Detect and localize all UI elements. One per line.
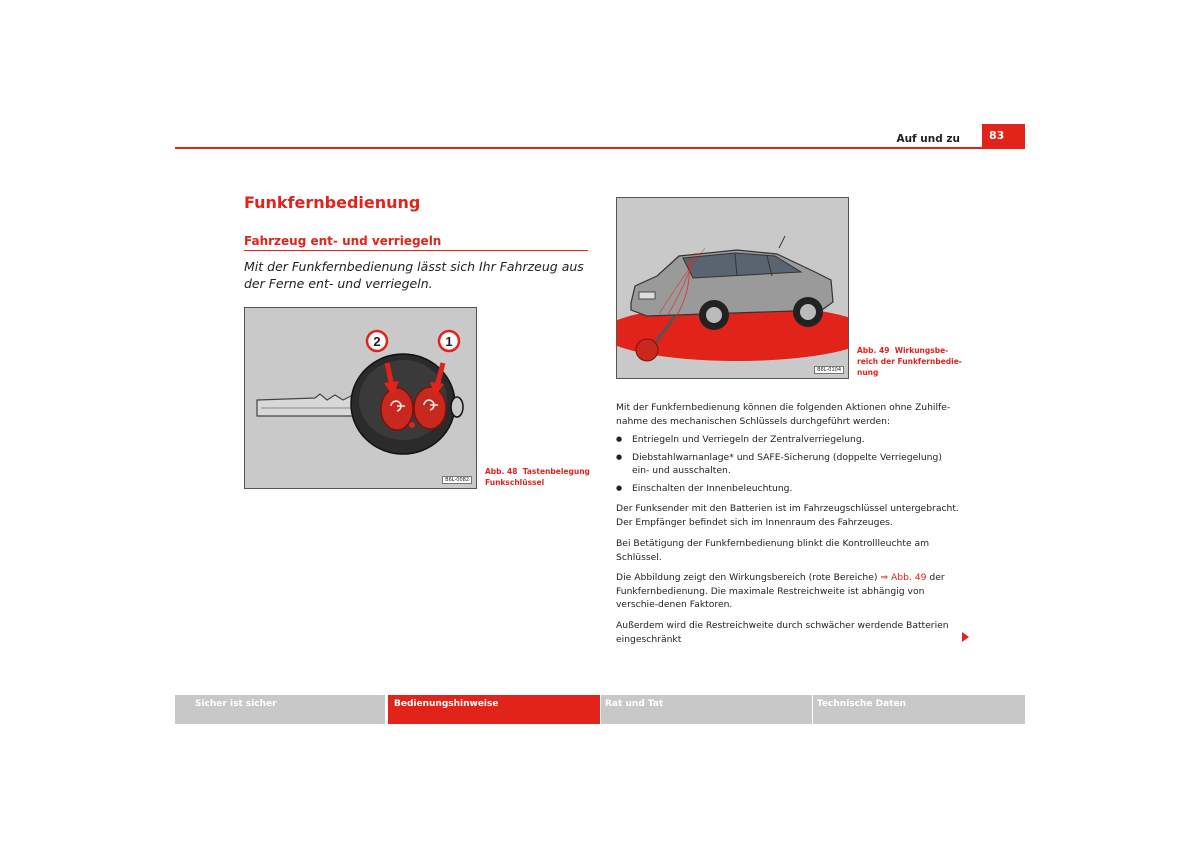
callout-1: 1 <box>445 334 453 349</box>
subtitle-rule <box>244 250 588 251</box>
triangle-right-icon[interactable] <box>962 632 969 642</box>
figure-48-caption <box>485 466 595 488</box>
caption-number: Abb. 48 <box>485 467 518 476</box>
section-title: Auf und zu <box>896 133 960 145</box>
action-list <box>616 433 961 499</box>
caption-text: Wirkungsbe-reich der Funkfernbedie-nung <box>857 346 962 377</box>
tab-bedienungshinweise[interactable]: Bedienungshinweise <box>388 695 600 724</box>
figure-code: B6L-0104 <box>814 366 844 374</box>
figure-key-fob <box>244 307 477 489</box>
list-item: ● Diebstahlwarnanlage* und SAFE-Sicherung (doppelte Verriegelung) ein- und ausschalten. <box>616 451 961 478</box>
section-subtitle: Fahrzeug ent- und verriegeln <box>244 234 442 248</box>
caption-text: Tastenbelegung Funkschlüssel <box>485 467 590 487</box>
tab-rat-und-tat[interactable]: Rat und Tat <box>601 695 812 724</box>
paragraph-text: der Funkfernbedienung. Die maximale Restreichweite ist abhängig von verschie-denen Faktoren. <box>616 572 945 610</box>
body-paragraph-3: Bei Betätigung der Funkfernbedienung blinkt die Kontrollleuchte am Schlüssel. <box>616 538 930 563</box>
figure-reference-link[interactable]: ⇒ Abb. 49 <box>880 572 927 583</box>
key-fob-illustration <box>245 308 476 488</box>
intro-paragraph: Mit der Funkfernbedienung lässt sich Ihr Fahrzeug aus der Ferne ent- und verriegeln. <box>244 259 584 291</box>
page-number: 83 <box>982 124 1025 148</box>
figure-range-car <box>616 197 849 379</box>
body-paragraph-4 <box>616 571 961 612</box>
paragraph-text: Die Abbildung zeigt den Wirkungsbereich (rote Bereiche) <box>616 572 881 583</box>
figure-49-caption <box>857 345 967 378</box>
header-rule <box>175 147 1025 149</box>
body-paragraph-1: Mit der Funkfernbedienung können die folgenden Aktionen ohne Zuhilfe-nahme des mechanischen Schlüssels durchgeführt werden: <box>616 402 951 427</box>
car-range-illustration <box>617 198 848 378</box>
tab-technische-daten[interactable]: Technische Daten <box>813 695 1025 724</box>
body-paragraph-2: Der Funksender mit den Batterien ist im Fahrzeugschlüssel untergebracht. Der Empfänger befindet sich im Innenraum des Fahrzeuges. <box>616 503 959 528</box>
page-title: Funkfernbedienung <box>244 193 421 212</box>
callout-2: 2 <box>373 334 381 349</box>
figure-code: B6L-0082 <box>442 476 472 484</box>
list-item: ● Einschalten der Innenbeleuchtung. <box>616 482 961 496</box>
body-paragraph-5: Außerdem wird die Restreichweite durch schwächer werdende Batterien eingeschränkt <box>616 620 949 645</box>
caption-number: Abb. 49 <box>857 346 890 355</box>
list-item: ● Entriegeln und Verriegeln der Zentralverriegelung. <box>616 433 961 447</box>
tab-sicher-ist-sicher[interactable]: Sicher ist sicher <box>175 695 385 724</box>
